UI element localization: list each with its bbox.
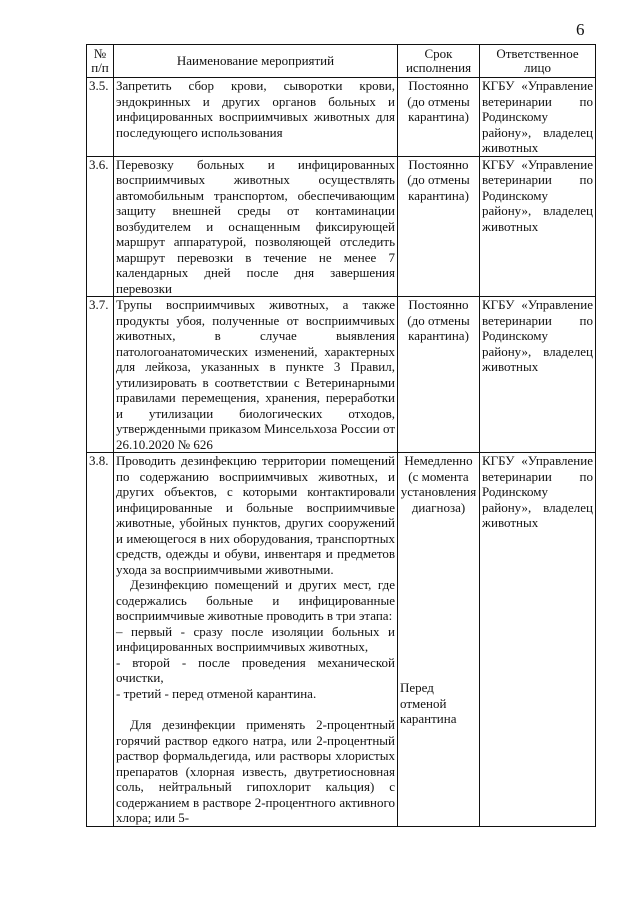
row-number: 3.5. [87, 78, 114, 157]
row-number: 3.8. [87, 453, 114, 827]
page-number: 6 [576, 20, 585, 39]
paragraph: - второй - после проведения механической очистки, [116, 654, 395, 685]
row-text [114, 453, 398, 827]
term-before-quarantine-end: Перед отменой карантина [400, 680, 457, 726]
row-responsible: КГБУ «Управление ветеринарии по Родинскому району», владелец животных [480, 297, 596, 453]
header-name: Наименование мероприятий [114, 45, 398, 78]
header-num: № п/п [87, 45, 114, 78]
paragraph: Для дезинфекции применять 2-процентный горячий раствор едкого натра, или 2-процентный раствор формальдегида, или растворы хлористых препаратов (хлорная известь, двутретиосновная соль, нейтральный гипохлорит кальция) с содержанием в растворе 2-процентного активного хлора; или 5- [116, 717, 395, 825]
row-text: Запретить сбор крови, сыворотки крови, эндокринных и других органов больных и инфицированных восприимчивых животных для последующего использования [114, 78, 398, 157]
row-responsible: КГБУ «Управление ветеринарии по Родинскому району», владелец животных [480, 453, 596, 827]
table-row [87, 78, 596, 157]
header-responsible: Ответственное лицо [480, 45, 596, 78]
paragraph: Проводить дезинфекцию территории помещений по содержанию восприимчивых животных, и других объектов, с которыми контактировали инфицированные и больные восприимчивые животные, убойных пунктов, других сооружений и имеющегося в них оборудования, транспортных средств, одежды и обуви, инвентаря и предметов ухода за восприимчивыми животными. [116, 453, 395, 577]
row-term: Постоянно (до отмены карантина) [398, 78, 480, 157]
table-row [87, 297, 596, 453]
row-responsible: КГБУ «Управление ветеринарии по Родинскому району», владелец животных [480, 78, 596, 157]
row-term: Постоянно (до отмены карантина) [398, 156, 480, 297]
table-row [87, 453, 596, 827]
row-term [398, 453, 480, 827]
header-term: Срок исполнения [398, 45, 480, 78]
table-row [87, 156, 596, 297]
row-term: Постоянно (до отмены карантина) [398, 297, 480, 453]
paragraph: – первый - сразу после изоляции больных и инфицированных восприимчивых животных, [116, 623, 395, 654]
row-number: 3.6. [87, 156, 114, 297]
row-number: 3.7. [87, 297, 114, 453]
paragraph: Дезинфекцию помещений и других мест, где содержались больные и инфицированные восприимчивые животные проводить в три этапа: [116, 577, 395, 623]
paragraph: - третий - перед отменой карантина. [116, 685, 317, 701]
term-immediately: Немедленно (с момента установления диагноза) [400, 453, 477, 515]
measures-table [86, 44, 596, 827]
table-header-row [87, 45, 596, 78]
row-responsible: КГБУ «Управление ветеринарии по Родинскому району», владелец животных [480, 156, 596, 297]
row-text: Перевозку больных и инфицированных восприимчивых животных осуществлять автомобильным транспортом, обеспечивающим защиту внешней среды от контаминации возбудителем и оснащенным фиксирующей маршрут аппаратурой, позволяющей отследить маршрут перевозки в течение не менее 7 календарных дней после дня завершения перевозки [114, 156, 398, 297]
row-text: Трупы восприимчивых животных, а также продукты убоя, полученные от восприимчивых животных, в случае выявления патологоанатомических изменений, характерных для лейкоза, указанных в пункте 3 Правил, утилизировать в соответствии с Ветеринарными правилами перемещения, хранения, переработки и утилизации биологических отходов, утвержденными приказом Минсельхоза России от 26.10.2020 № 626 [114, 297, 398, 453]
